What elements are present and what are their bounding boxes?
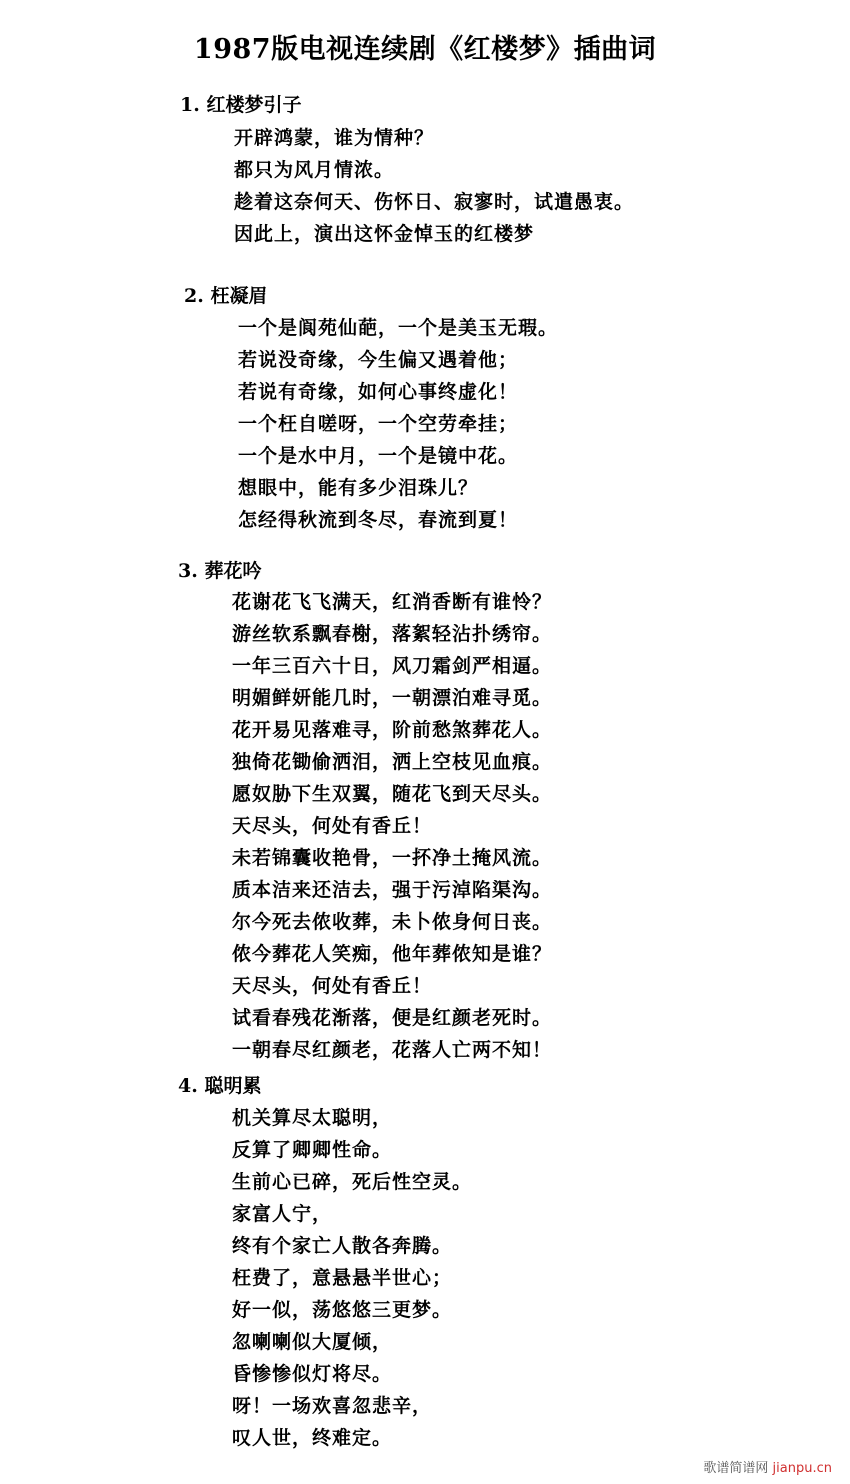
lyric-line: 游丝软系飘春榭，落絮轻沾扑绣帘。: [232, 623, 553, 645]
lyric-line: 都只为风月情浓。: [234, 159, 395, 181]
lyric-line: 开辟鸿蒙，谁为情种？: [234, 127, 435, 149]
lyric-line: 好一似，荡悠悠三更梦。: [232, 1299, 453, 1321]
lyric-line: 尔今死去侬收葬，未卜侬身何日丧。: [232, 911, 553, 933]
lyric-line: 呀！一场欢喜忽悲辛，: [232, 1395, 433, 1417]
lyric-line: 机关算尽太聪明，: [232, 1107, 393, 1129]
section-heading: 3. 葬花吟: [178, 560, 262, 582]
lyric-line: 试看春残花渐落，便是红颜老死时。: [232, 1007, 553, 1029]
lyric-line: 枉费了，意悬悬半世心；: [232, 1267, 453, 1289]
lyric-line: 若说没奇缘，今生偏又遇着他；: [238, 349, 519, 371]
lyric-line: 未若锦囊收艳骨，一抔净土掩风流。: [232, 847, 553, 869]
watermark-site-name: 歌谱简谱网: [703, 1461, 769, 1476]
lyric-line: 终有个家亡人散各奔腾。: [232, 1235, 453, 1257]
lyric-line: 一年三百六十日，风刀霜剑严相逼。: [232, 655, 553, 677]
lyric-line: 独倚花锄偷洒泪，洒上空枝见血痕。: [232, 751, 553, 773]
lyric-line: 家富人宁，: [232, 1203, 333, 1225]
lyric-line: 生前心已碎，死后性空灵。: [232, 1171, 473, 1193]
lyric-line: 一个是水中月，一个是镜中花。: [238, 445, 519, 467]
page-title: 1987版电视连续剧《红楼梦》插曲词: [193, 34, 657, 65]
lyric-line: 侬今葬花人笑痴，他年葬侬知是谁？: [232, 943, 553, 965]
lyric-line: 一朝春尽红颜老，花落人亡两不知！: [232, 1039, 553, 1061]
lyric-line: 怎经得秋流到冬尽，春流到夏！: [238, 509, 519, 531]
lyric-line: 忽喇喇似大厦倾，: [232, 1331, 393, 1353]
lyric-line: 想眼中，能有多少泪珠儿？: [238, 477, 479, 499]
lyric-line: 反算了卿卿性命。: [232, 1139, 393, 1161]
lyric-line: 若说有奇缘，如何心事终虚化！: [238, 381, 519, 403]
lyric-line: 叹人世，终难定。: [232, 1427, 393, 1449]
site-watermark: [703, 1457, 832, 1476]
watermark-url: jianpu.cn: [772, 1461, 832, 1476]
lyric-line: 愿奴胁下生双翼，随花飞到天尽头。: [232, 783, 553, 805]
lyric-line: 趁着这奈何天、伤怀日、寂寥时，试遣愚衷。: [234, 191, 635, 213]
lyric-line: 天尽头，何处有香丘！: [232, 815, 433, 837]
lyric-line: 因此上，演出这怀金悼玉的红楼梦: [234, 223, 535, 245]
lyric-line: 花开易见落难寻，阶前愁煞葬花人。: [232, 719, 553, 741]
lyric-line: 花谢花飞飞满天，红消香断有谁怜？: [232, 591, 553, 613]
lyric-line: 一个枉自嗟呀，一个空劳牵挂；: [238, 413, 519, 435]
lyric-line: 天尽头，何处有香丘！: [232, 975, 433, 997]
section-heading: 4. 聪明累: [178, 1075, 262, 1097]
lyric-line: 质本洁来还洁去，强于污淖陷渠沟。: [232, 879, 553, 901]
section-heading: 1. 红楼梦引子: [180, 94, 302, 116]
section-heading: 2. 枉凝眉: [184, 285, 268, 307]
lyric-line: 明媚鲜妍能几时，一朝漂泊难寻觅。: [232, 687, 553, 709]
lyric-line: 一个是阆苑仙葩，一个是美玉无瑕。: [238, 317, 559, 339]
lyric-line: 昏惨惨似灯将尽。: [232, 1363, 393, 1385]
